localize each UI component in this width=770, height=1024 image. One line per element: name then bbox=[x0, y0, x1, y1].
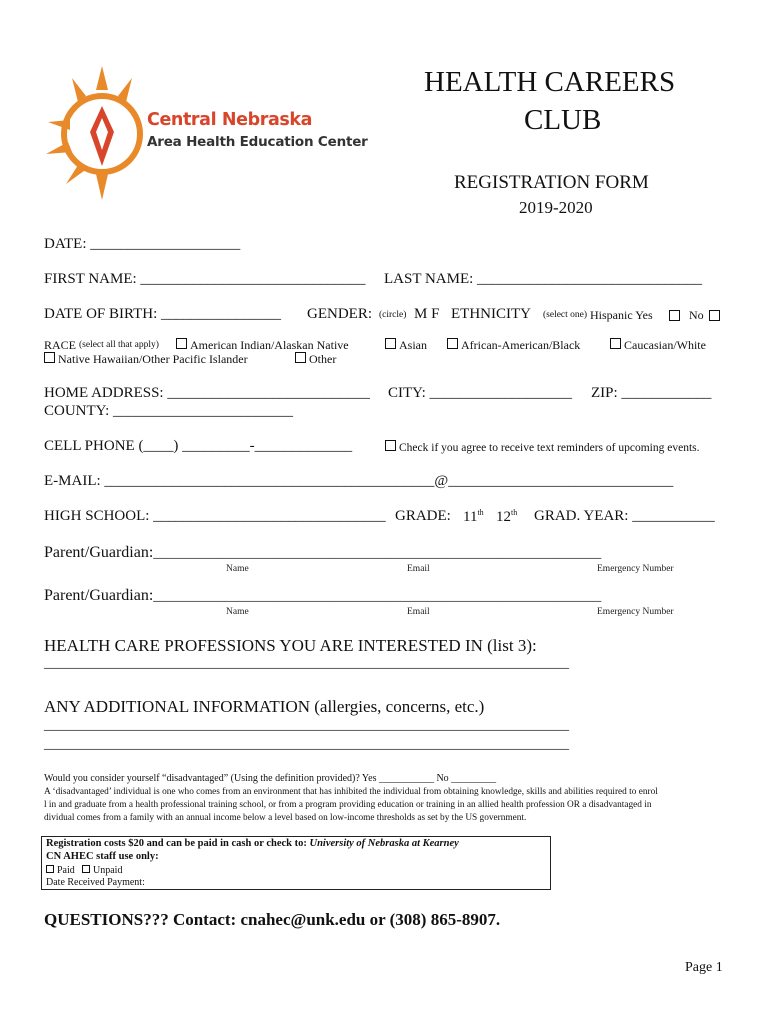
page-title-line1: HEALTH CAREERS bbox=[424, 66, 676, 98]
page-title-line2: CLUB bbox=[524, 104, 602, 136]
guardian-1-email-caption: Email bbox=[407, 564, 430, 574]
guardian-2-emergency-caption: Emergency Number bbox=[597, 607, 674, 617]
date-field[interactable]: DATE: ____________________ bbox=[44, 236, 241, 252]
zip-field[interactable]: ZIP: ____________ bbox=[591, 385, 712, 401]
guardian-2-email-caption: Email bbox=[407, 607, 430, 617]
race-option-other[interactable]: Other bbox=[295, 352, 336, 367]
race-option-american-indian[interactable]: American Indian/Alaskan Native bbox=[176, 338, 349, 353]
additional-info-heading: ANY ADDITIONAL INFORMATION (allergies, concerns, etc.) bbox=[44, 697, 485, 716]
checkbox-icon bbox=[447, 338, 458, 349]
checkbox-icon bbox=[610, 338, 621, 349]
paid-option[interactable]: Paid bbox=[46, 865, 75, 876]
disadvantaged-definition-2: l in and graduate from a health professional training school, or from a program providing education or training in an allied health profession OR a disadvantaged in bbox=[44, 800, 652, 810]
checkbox-icon bbox=[295, 352, 306, 363]
guardian-2-field[interactable]: Parent/Guardian:________________________________________________________________ bbox=[44, 587, 602, 604]
additional-info-line-1[interactable]: ___________________________________________________________________________ bbox=[44, 718, 569, 733]
date-received-label: Date Received Payment: bbox=[46, 877, 145, 888]
guardian-1-emergency-caption: Emergency Number bbox=[597, 564, 674, 574]
grade-label: GRADE: bbox=[395, 508, 451, 524]
logo-line2: Area Health Education Center bbox=[147, 134, 368, 150]
ethnicity-no-label: No bbox=[689, 308, 704, 322]
hispanic-no-checkbox[interactable] bbox=[709, 310, 720, 321]
race-option-native-hawaiian[interactable]: Native Hawaiian/Other Pacific Islander bbox=[44, 352, 248, 367]
staff-use-label: CN AHEC staff use only: bbox=[46, 851, 159, 862]
grad-year-field[interactable]: GRAD. YEAR: ___________ bbox=[534, 508, 715, 524]
form-year: 2019-2020 bbox=[519, 198, 593, 217]
guardian-2-name-caption: Name bbox=[226, 607, 249, 617]
ahec-logo bbox=[42, 62, 372, 202]
county-field[interactable]: COUNTY: ________________________ bbox=[44, 403, 294, 419]
high-school-field[interactable]: HIGH SCHOOL: _______________________________ bbox=[44, 508, 386, 524]
grade-11-option[interactable]: 11th bbox=[463, 508, 484, 525]
page-number: Page 1 bbox=[685, 960, 723, 975]
ethnicity-value: Hispanic Yes bbox=[590, 308, 653, 322]
ethnicity-hint: (select one) bbox=[543, 310, 588, 320]
gender-label: GENDER: bbox=[307, 306, 372, 322]
professions-heading: HEALTH CARE PROFESSIONS YOU ARE INTERESTED IN (list 3): bbox=[44, 636, 537, 655]
checkbox-icon bbox=[385, 440, 396, 451]
guardian-1-field[interactable]: Parent/Guardian:________________________________________________________________ bbox=[44, 544, 602, 561]
hispanic-yes-checkbox[interactable] bbox=[669, 310, 680, 321]
race-option-asian[interactable]: Asian bbox=[385, 338, 427, 353]
checkbox-icon bbox=[82, 865, 90, 873]
disadvantaged-question[interactable]: Would you consider yourself “disadvantaged” (Using the definition provided)? Yes ___________ No _________ bbox=[44, 773, 497, 784]
additional-info-line-2[interactable]: ___________________________________________________________________________ bbox=[44, 737, 569, 752]
checkbox-icon bbox=[44, 352, 55, 363]
home-address-field[interactable]: HOME ADDRESS: ___________________________ bbox=[44, 385, 370, 401]
gender-hint: (circle) bbox=[379, 310, 407, 320]
checkbox-icon bbox=[385, 338, 396, 349]
checkbox-icon bbox=[176, 338, 187, 349]
text-reminders-option[interactable]: Check if you agree to receive text reminders of upcoming events. bbox=[385, 440, 700, 454]
professions-line[interactable]: ___________________________________________________________________________ bbox=[44, 656, 569, 671]
grade-12-option[interactable]: 12th bbox=[496, 508, 518, 525]
checkbox-icon bbox=[46, 865, 54, 873]
cell-phone-field[interactable]: CELL PHONE (____) _________-_____________ bbox=[44, 438, 353, 454]
disadvantaged-definition-1: A ‘disadvantaged’ individual is one who comes from an environment that has inhibited the individual from obtaining knowledge, skills and abilities required to enrol bbox=[44, 787, 658, 797]
registration-cost-text: Registration costs $20 and can be paid in cash or check to: University of Nebraska at Kearney bbox=[46, 838, 459, 849]
ethnicity-label: ETHNICITY bbox=[451, 306, 531, 322]
race-label: RACE bbox=[44, 338, 77, 352]
race-option-caucasian[interactable]: Caucasian/White bbox=[610, 338, 706, 353]
unpaid-option[interactable]: Unpaid bbox=[82, 865, 122, 876]
first-name-field[interactable]: FIRST NAME: ______________________________ bbox=[44, 271, 366, 287]
compass-sun-icon bbox=[42, 62, 152, 202]
guardian-1-name-caption: Name bbox=[226, 564, 249, 574]
logo-line1: Central Nebraska bbox=[147, 110, 313, 130]
questions-contact: QUESTIONS??? Contact: cnahec@unk.edu or (308) 865-8907. bbox=[44, 910, 501, 929]
last-name-field[interactable]: LAST NAME: ______________________________ bbox=[384, 271, 703, 287]
race-hint: (select all that apply) bbox=[79, 340, 159, 350]
form-name: REGISTRATION FORM bbox=[454, 172, 649, 193]
gender-options[interactable]: M F bbox=[414, 306, 440, 322]
city-field[interactable]: CITY: ___________________ bbox=[388, 385, 573, 401]
email-field[interactable]: E-MAIL: ____________________________________________@______________________________ bbox=[44, 473, 674, 489]
dob-field[interactable]: DATE OF BIRTH: ________________ bbox=[44, 306, 282, 322]
disadvantaged-definition-3: dividual comes from a family with an annual income below a level based on low-income thresholds as set by the US government. bbox=[44, 813, 527, 823]
race-option-african-american[interactable]: African-American/Black bbox=[447, 338, 580, 353]
